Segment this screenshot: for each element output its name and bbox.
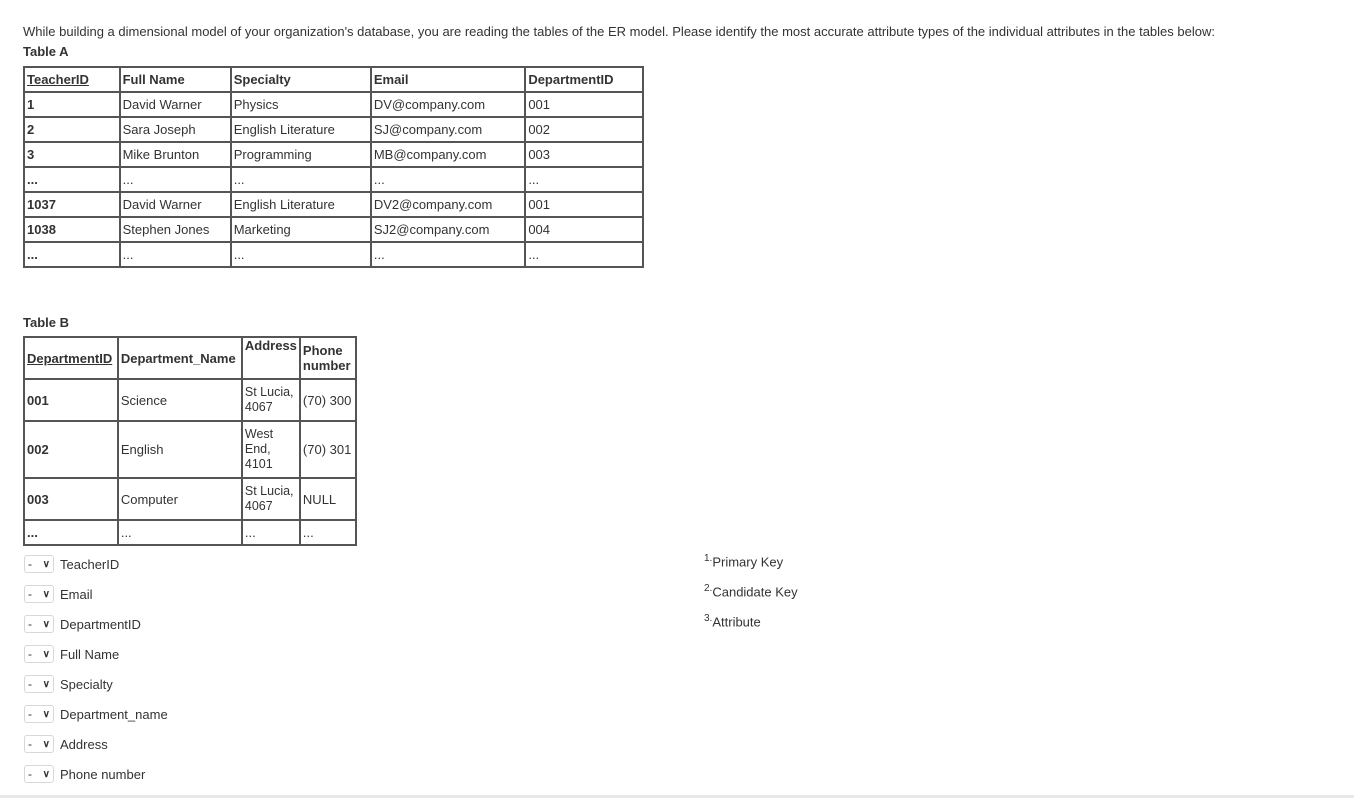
- table-cell: Science: [118, 379, 242, 421]
- table-b-header: DepartmentID: [24, 337, 118, 379]
- table-cell: 001: [24, 379, 118, 421]
- match-label: Full Name: [60, 646, 120, 662]
- table-cell: Physics: [231, 92, 371, 117]
- table-row: [24, 379, 356, 421]
- table-row: [24, 117, 643, 142]
- match-label: DepartmentID: [60, 616, 141, 632]
- table-cell: ...: [300, 520, 356, 545]
- match-select[interactable]: - ∨: [24, 555, 54, 573]
- table-b: [23, 336, 357, 546]
- table-cell: Computer: [118, 478, 242, 520]
- table-cell: ...: [120, 167, 231, 192]
- table-row: [24, 192, 643, 217]
- match-label: Email: [60, 586, 93, 602]
- table-cell: 004: [525, 217, 643, 242]
- table-cell: ...: [231, 242, 371, 267]
- match-select[interactable]: - ∨: [24, 675, 54, 693]
- match-row-department-name: [24, 703, 168, 725]
- table-b-title: Table B: [23, 315, 69, 330]
- table-cell: West End, 4101: [242, 421, 300, 478]
- match-select[interactable]: - ∨: [24, 645, 54, 663]
- table-row: [24, 242, 643, 267]
- table-cell: SJ2@company.com: [371, 217, 525, 242]
- option-label: Candidate Key: [712, 584, 798, 600]
- chevron-down-icon: ∨: [42, 618, 50, 630]
- table-cell: ...: [118, 520, 242, 545]
- table-cell: English Literature: [231, 117, 371, 142]
- table-cell: ...: [371, 242, 525, 267]
- table-cell: St Lucia, 4067: [242, 379, 300, 421]
- match-select[interactable]: - ∨: [24, 615, 54, 633]
- table-a-header: DepartmentID: [525, 67, 643, 92]
- match-row-departmentid: [24, 613, 141, 635]
- chevron-down-icon: ∨: [42, 708, 50, 720]
- table-cell: St Lucia, 4067: [242, 478, 300, 520]
- table-cell: 001: [525, 92, 643, 117]
- chevron-down-icon: ∨: [42, 588, 50, 600]
- match-label: Department_name: [60, 706, 168, 722]
- table-row: [24, 217, 643, 242]
- table-row: [24, 478, 356, 520]
- table-cell: DV@company.com: [371, 92, 525, 117]
- table-a-header: Email: [371, 67, 525, 92]
- match-row-email: [24, 583, 93, 605]
- option-item: [704, 613, 761, 629]
- table-cell: ...: [525, 242, 643, 267]
- match-select[interactable]: - ∨: [24, 765, 54, 783]
- match-select[interactable]: - ∨: [24, 735, 54, 753]
- table-cell: English Literature: [231, 192, 371, 217]
- table-cell: ...: [24, 520, 118, 545]
- table-cell: 001: [525, 192, 643, 217]
- table-cell: 1037: [24, 192, 120, 217]
- table-cell: 1038: [24, 217, 120, 242]
- option-label: Primary Key: [712, 554, 784, 570]
- table-cell: 003: [525, 142, 643, 167]
- table-cell: David Warner: [120, 92, 231, 117]
- table-a: [23, 66, 644, 268]
- chevron-down-icon: ∨: [42, 648, 50, 660]
- table-b-header: Department_Name: [118, 337, 242, 379]
- option-item: [704, 553, 783, 569]
- table-cell: 002: [24, 421, 118, 478]
- table-cell: DV2@company.com: [371, 192, 525, 217]
- table-cell: (70) 301: [300, 421, 356, 478]
- match-label: TeacherID: [60, 556, 120, 572]
- table-a-header-row: [24, 67, 643, 92]
- table-a-header: Full Name: [120, 67, 231, 92]
- table-b-header: Phone number: [300, 337, 356, 379]
- table-cell: ...: [231, 167, 371, 192]
- match-row-teacherid: [24, 553, 119, 575]
- table-row: [24, 421, 356, 478]
- table-row: [24, 167, 643, 192]
- table-b-header-row: [24, 337, 356, 379]
- option-item: [704, 583, 798, 599]
- table-row: [24, 520, 356, 545]
- match-label: Specialty: [60, 676, 113, 692]
- table-cell: NULL: [300, 478, 356, 520]
- table-cell: Sara Joseph: [120, 117, 231, 142]
- question-text: While building a dimensional model of your organization's database, you are reading the tables of the ER model. Please identify the most accurate attribute types of the individual attributes in the tables below:: [23, 24, 1215, 39]
- chevron-down-icon: ∨: [42, 768, 50, 780]
- table-cell: SJ@company.com: [371, 117, 525, 142]
- table-cell: ...: [242, 520, 300, 545]
- match-row-full-name: [24, 643, 119, 665]
- chevron-down-icon: ∨: [42, 558, 50, 570]
- table-cell: Programming: [231, 142, 371, 167]
- table-b-header: Address: [242, 337, 300, 379]
- table-a-header: Specialty: [231, 67, 371, 92]
- table-cell: English: [118, 421, 242, 478]
- table-cell: David Warner: [120, 192, 231, 217]
- table-cell: ...: [24, 167, 120, 192]
- table-cell: 002: [525, 117, 643, 142]
- table-cell: ...: [525, 167, 643, 192]
- option-number: 2.: [704, 583, 713, 594]
- chevron-down-icon: ∨: [42, 738, 50, 750]
- match-row-address: [24, 733, 108, 755]
- table-cell: Stephen Jones: [120, 217, 231, 242]
- table-cell: 1: [24, 92, 120, 117]
- table-cell: MB@company.com: [371, 142, 525, 167]
- match-select[interactable]: - ∨: [24, 705, 54, 723]
- option-label: Attribute: [712, 614, 761, 630]
- table-row: [24, 142, 643, 167]
- match-row-phone-number: [24, 763, 145, 785]
- table-cell: (70) 300: [300, 379, 356, 421]
- table-a-title: Table A: [23, 44, 69, 59]
- table-cell: 003: [24, 478, 118, 520]
- table-cell: Mike Brunton: [120, 142, 231, 167]
- match-select[interactable]: - ∨: [24, 585, 54, 603]
- table-cell: 3: [24, 142, 120, 167]
- match-label: Address: [60, 736, 108, 752]
- table-cell: Marketing: [231, 217, 371, 242]
- match-label: Phone number: [60, 766, 146, 782]
- table-row: [24, 92, 643, 117]
- chevron-down-icon: ∨: [42, 678, 50, 690]
- table-cell: 2: [24, 117, 120, 142]
- table-cell: ...: [371, 167, 525, 192]
- option-number: 1.: [704, 553, 713, 564]
- table-a-header: TeacherID: [24, 67, 120, 92]
- table-cell: ...: [24, 242, 120, 267]
- table-cell: ...: [120, 242, 231, 267]
- option-number: 3.: [704, 613, 713, 624]
- match-row-specialty: [24, 673, 113, 695]
